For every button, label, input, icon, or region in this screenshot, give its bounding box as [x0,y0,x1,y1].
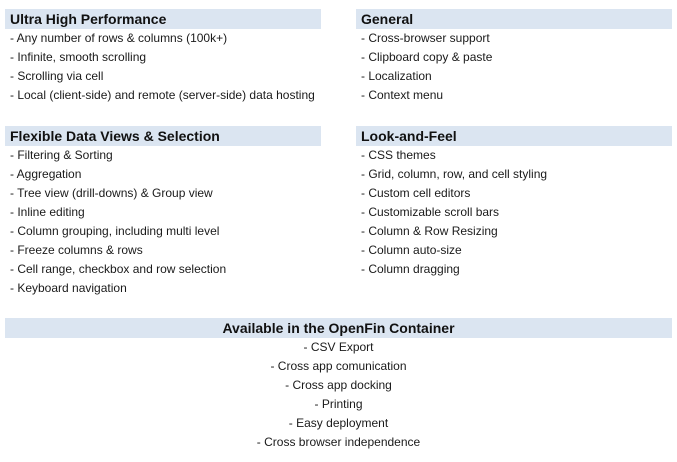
section-title: Look-and-Feel [356,126,672,146]
section-title: General [356,9,672,29]
list-item: - Infinite, smooth scrolling [10,50,147,64]
list-item: - Customizable scroll bars [361,205,500,219]
list-item: - Aggregation [10,167,82,181]
list-item: - Clipboard copy & paste [361,50,493,64]
section-general [356,9,672,105]
section-ultra-high-performance [5,9,321,105]
list-item: - Custom cell editors [361,186,471,200]
list-item: - Cross browser independence [256,435,421,449]
list-item: - Column grouping, including multi level [10,224,220,238]
list-item: - CSS themes [361,148,436,162]
list-item: - Cross app comunication [270,359,407,373]
list-item: - Localization [361,69,432,83]
list-item: - Local (client-side) and remote (server-side) data hosting [10,88,315,102]
list-item: - Column dragging [361,262,460,276]
list-item: - Scrolling via cell [10,69,104,83]
list-item: - Cross app docking [285,378,392,392]
list-item: - Printing [314,397,363,411]
feature-list [5,338,672,452]
section-title: Flexible Data Views & Selection [5,126,321,146]
section-title: Ultra High Performance [5,9,321,29]
list-item: - Column & Row Resizing [361,224,498,238]
list-item: - Inline editing [10,205,85,219]
list-item: - Cross-browser support [361,31,490,45]
list-item: - CSV Export [303,340,374,354]
feature-list [356,29,672,105]
list-item: - Any number of rows & columns (100k+) [10,31,228,45]
list-item: - Cell range, checkbox and row selection [10,262,227,276]
list-item: - Context menu [361,88,444,102]
feature-list [356,146,672,279]
list-item: - Filtering & Sorting [10,148,113,162]
list-item: - Easy deployment [288,416,389,430]
feature-list [5,29,321,105]
list-item: - Grid, column, row, and cell styling [361,167,548,181]
section-look-and-feel [356,126,672,279]
feature-list [5,146,321,298]
section-openfin-container [5,318,672,452]
list-item: - Tree view (drill-downs) & Group view [10,186,213,200]
section-title: Available in the OpenFin Container [5,318,672,338]
section-flexible-data-views [5,126,321,298]
list-item: - Freeze columns & rows [10,243,143,257]
list-item: - Column auto-size [361,243,462,257]
list-item: - Keyboard navigation [10,281,127,295]
